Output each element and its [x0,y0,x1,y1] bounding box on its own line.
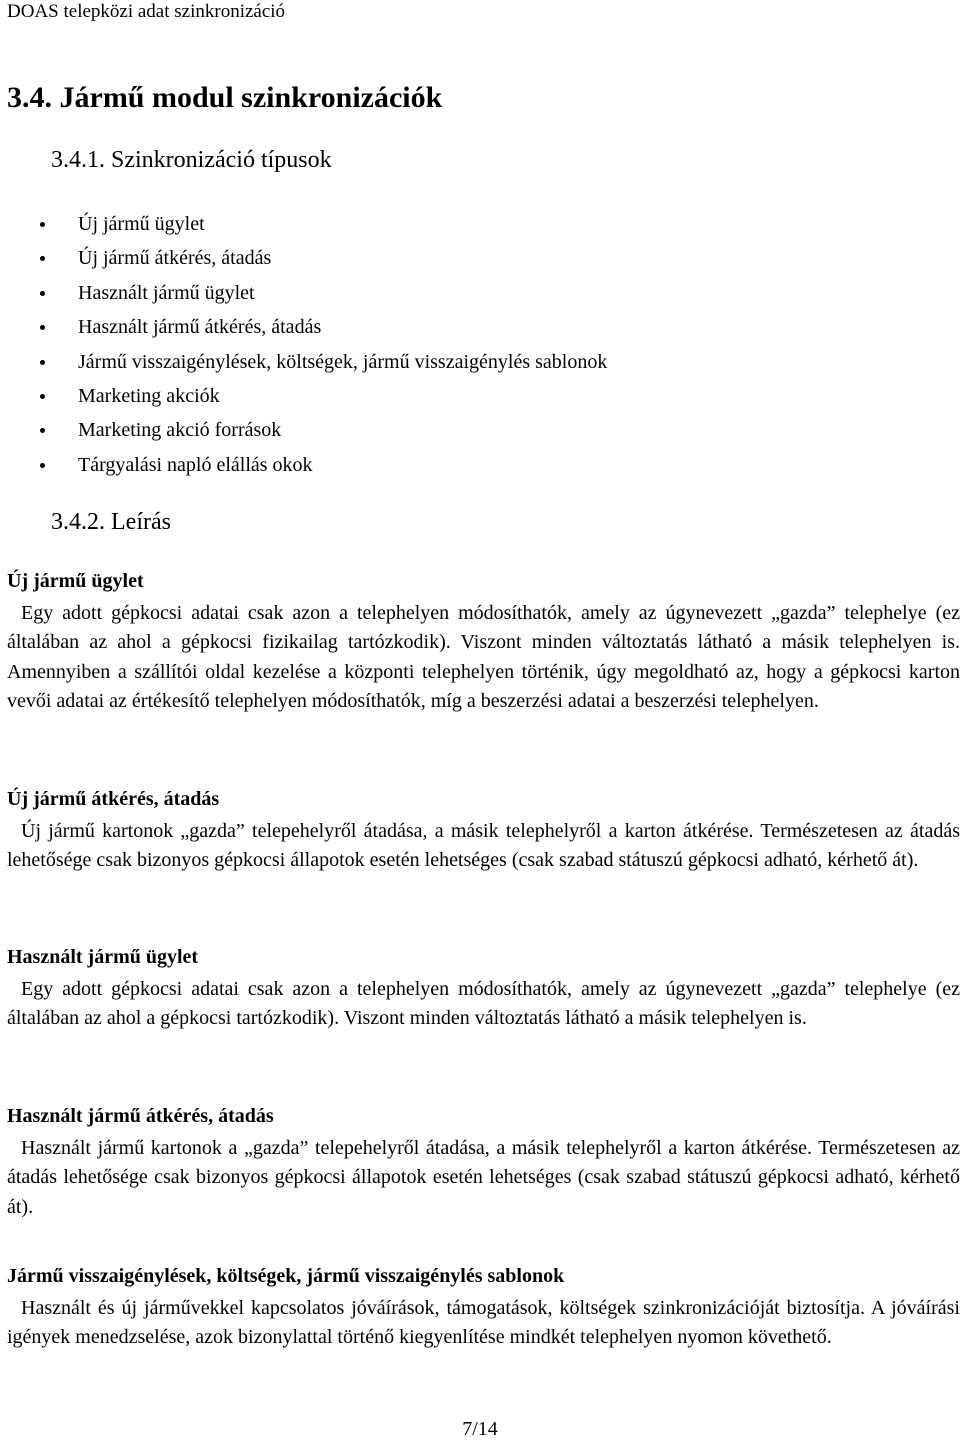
list-item-label: Használt jármű átkérés, átadás [78,316,322,339]
section-body: Új jármű kartonok „gazda” telepehelyről átadása, a másik telephelyről a karton átkérése. Természetesen az átadás lehetősége csak bizonyos gépkocsi állapotok esetén lehetséges (csak szabad státuszú gépkocsi adható, kérhető át). [7,820,960,872]
list-item [40,448,607,482]
section-title: Új jármű ügylet [7,570,144,592]
bullet-icon [40,428,45,433]
section-used-vehicle-deal [7,943,960,1034]
list-item [40,241,607,275]
chapter-title: 3.4. Jármű modul szinkronizációk [7,81,443,114]
section-body: Használt és új járművekkel kapcsolatos jóváírások, támogatások, költségek szinkronizációját biztosítja. A jóváírási igények menedzselése, azok bizonylattal történő kiegyenlítése mindkét telephelyen nyomon követhető. [7,1297,960,1349]
section-title: Jármű visszaigénylések, költségek, jármű visszaigénylés sablonok [7,1265,565,1287]
list-item-label: Új jármű ügylet [78,213,205,235]
list-item-label: Jármű visszaigénylések, költségek, jármű visszaigénylés sablonok [78,350,608,373]
list-item [40,276,607,310]
bullet-icon [40,325,45,330]
bullet-icon [40,291,45,296]
list-item-label: Használt jármű ügylet [78,281,255,304]
section-new-vehicle-transfer [7,785,960,876]
types-list [40,207,607,482]
section-body: Használt jármű kartonok a „gazda” telepehelyről átadása, a másik telephelyről a karton átkérése. Természetesen az átadás lehetősége csak bizonyos gépkocsi állapotok esetén lehetséges (csak szabad státuszú gépkocsi adható, kérhető át). [7,1137,960,1218]
section-new-vehicle-deal [7,567,960,716]
bullet-icon [40,222,45,227]
list-item-label: Új jármű átkérés, átadás [78,247,272,270]
running-header: DOAS telepközi adat szinkronizáció [7,1,286,22]
list-item-label: Tárgyalási napló elállás okok [78,453,313,476]
list-item [40,207,607,241]
list-item-label: Marketing akciók [78,384,220,407]
list-item-label: Marketing akció források [78,419,282,442]
list-item [40,413,607,447]
bullet-icon [40,463,45,468]
bullet-icon [40,394,45,399]
section-body: Egy adott gépkocsi adatai csak azon a telephelyen módosíthatók, amely az úgynevezett „gazda” telephelye (ez általában az ahol a gépkocsi tartózkodik). Viszont minden változtatás látható a másik telephelyen is. [7,978,960,1030]
section-used-vehicle-transfer [7,1102,960,1222]
section-body: Egy adott gépkocsi adatai csak azon a telephelyen módosíthatók, amely az úgynevezett „gazda” telephelye (ez általában az ahol a gépkocsi fizikailag tartózkodik). Viszont minden változtatás látható a másik telephelyen is. Amennyiben a szállítói oldal kezelése a központi telephelyen történik, úgy megoldható az, hogy a gépkocsi karton vevői adatai az értékesítő telephelyen módosíthatók, míg a beszerzési adatai a beszerzési telephelyen. [7,602,960,712]
bullet-icon [40,360,45,365]
list-item [40,310,607,344]
types-heading: 3.4.1. Szinkronizáció típusok [51,147,332,173]
section-title: Használt jármű átkérés, átadás [7,1105,274,1127]
description-heading: 3.4.2. Leírás [51,509,171,535]
page-number: 7/14 [462,1418,498,1440]
list-item [40,345,607,379]
list-item [40,379,607,413]
section-title: Használt jármű ügylet [7,946,199,968]
section-vehicle-refunds [7,1262,960,1353]
section-title: Új jármű átkérés, átadás [7,788,220,810]
bullet-icon [40,256,45,261]
